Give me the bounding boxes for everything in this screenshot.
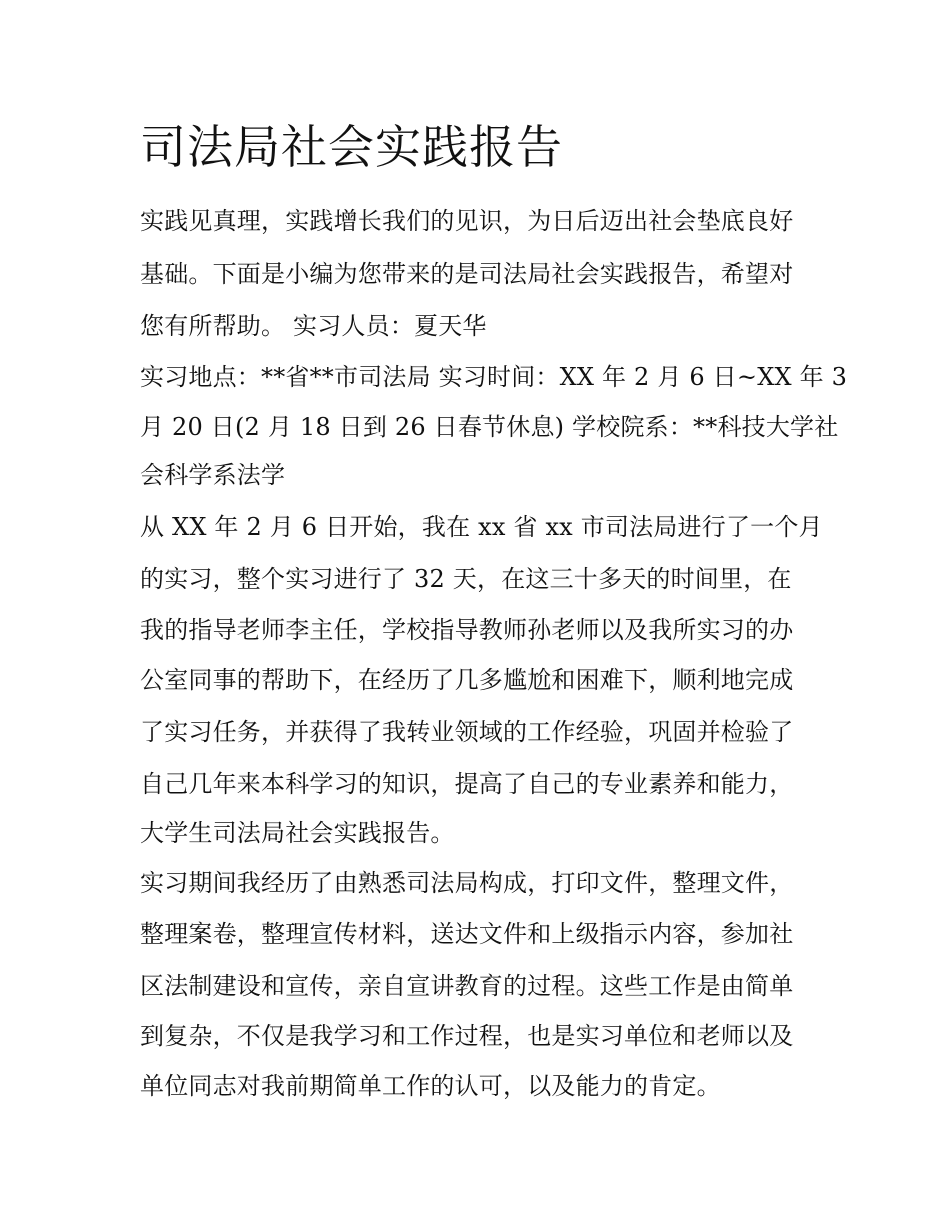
paragraph-line: 您有所帮助。 实习人员：夏天华: [140, 312, 487, 340]
paragraph-line: 大学生司法局社会实践报告。: [140, 819, 455, 847]
paragraph-line: 实习期间我经历了由熟悉司法局构成，打印文件，整理文件，: [140, 869, 794, 897]
paragraph-line: 从 XX 年 2 月 6 日开始，我在 xx 省 xx 市司法局进行了一个月: [140, 513, 823, 541]
paragraph-line: 月 20 日(2 月 18 日到 26 日春节休息) 学校院系：**科技大学社: [140, 413, 839, 441]
paragraph-line: 基础。下面是小编为您带来的是司法局社会实践报告，希望对: [140, 260, 794, 288]
paragraph-line: 公室同事的帮助下，在经历了几多尴尬和困难下，顺利地完成: [140, 666, 794, 694]
paragraph-line: 我的指导老师李主任，学校指导教师孙老师以及我所实习的办: [140, 616, 794, 644]
paragraph-line: 单位同志对我前期简单工作的认可，以及能力的肯定。: [140, 1072, 721, 1100]
paragraph-line: 整理案卷，整理宣传材料，送达文件和上级指示内容，参加社: [140, 920, 794, 948]
document-title: 司法局社会实践报告: [140, 120, 563, 174]
paragraph-line: 实习地点：**省**市司法局 实习时间：XX 年 2 月 6 日~XX 年 3: [140, 363, 848, 391]
paragraph-line: 的实习，整个实习进行了 32 天，在这三十多天的时间里，在: [140, 565, 792, 593]
paragraph-line: 区法制建设和宣传，亲自宣讲教育的过程。这些工作是由简单: [140, 972, 794, 1000]
paragraph-line: 了实习任务，并获得了我转业领域的工作经验，巩固并检验了: [140, 718, 794, 746]
paragraph-line: 自己几年来本科学习的知识，提高了自己的专业素养和能力，: [140, 770, 794, 798]
paragraph-line: 到复杂，不仅是我学习和工作过程，也是实习单位和老师以及: [140, 1022, 794, 1050]
paragraph-line: 实践见真理，实践增长我们的见识，为日后迈出社会垫底良好: [140, 207, 794, 235]
paragraph-line: 会科学系法学: [140, 461, 286, 489]
